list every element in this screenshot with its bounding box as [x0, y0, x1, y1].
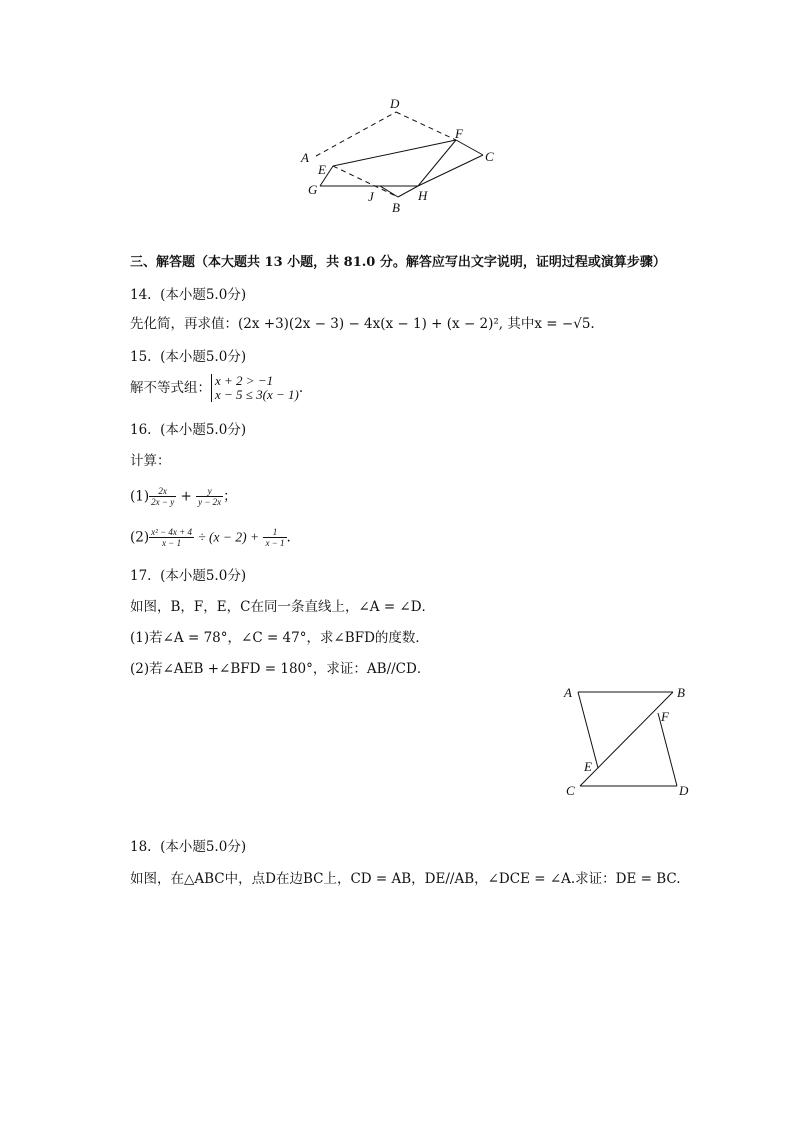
q17-header — [130, 567, 246, 585]
label-b: B — [677, 685, 685, 700]
operator-plus: + — [180, 488, 192, 505]
fraction-denominator: 2x − y — [151, 497, 175, 507]
q15-number: 15. — [130, 349, 152, 365]
fraction — [149, 527, 194, 548]
q16-p2-mid: ÷ (x − 2) + — [198, 529, 260, 545]
q17-number: 17. — [130, 568, 152, 584]
q15-suffix: . — [298, 380, 304, 396]
q15-points: (本小题5.0分) — [160, 349, 247, 365]
q15-prefix: 解不等式组： — [130, 380, 211, 396]
q16-part2 — [130, 524, 291, 551]
fraction — [263, 527, 286, 548]
q18-points: (本小题5.0分) — [160, 839, 247, 855]
label-j: J — [368, 189, 374, 204]
q14-points: (本小题5.0分) — [160, 287, 247, 303]
figure-quadrilateral — [300, 92, 510, 217]
label-f: F — [455, 126, 463, 141]
fraction-numerator: 1 — [263, 527, 286, 538]
q17-part2: (2)若∠AEB +∠BFD = 180°，求证：AB//CD． — [130, 661, 431, 677]
fraction-denominator: x − 1 — [265, 538, 285, 548]
q15-line1: x + 2 > −1 — [215, 373, 274, 388]
q16-p2-end: . — [286, 529, 291, 546]
q16-intro: 计算： — [130, 453, 171, 469]
section-heading: 三、解答题（本大题共 13 小题，共 81.0 分。解答应写出文字说明，证明过程或演算步骤） — [130, 255, 666, 270]
label-e: E — [318, 162, 326, 177]
figure-parallel-lines — [560, 680, 700, 800]
label-a: A — [564, 685, 572, 700]
fraction-numerator: y — [196, 486, 223, 497]
fraction-numerator: x² − 4x + 4 — [151, 527, 192, 537]
q18-header — [130, 838, 246, 856]
segment-bc — [580, 692, 673, 786]
edge-jb — [380, 186, 398, 197]
edge-eb — [333, 166, 398, 197]
q16-p2-label: (2) — [130, 529, 150, 546]
fraction — [149, 486, 176, 507]
q16-p1-label: (1) — [130, 488, 150, 505]
label-h: H — [418, 188, 428, 203]
q17-points: (本小题5.0分) — [160, 568, 247, 584]
fraction-denominator: x − 1 — [162, 538, 182, 548]
edge-ad — [316, 112, 396, 156]
q17-text: 如图，B，F，E，C在同一条直线上，∠A = ∠D． — [130, 599, 436, 615]
label-d: D — [390, 96, 400, 111]
edge-fc — [456, 140, 483, 155]
edge-df — [396, 112, 456, 140]
q18-number: 18. — [130, 839, 152, 855]
label-c: C — [485, 149, 494, 164]
label-c: C — [566, 783, 575, 798]
label-f: F — [661, 709, 669, 724]
q15-system — [130, 374, 303, 402]
label-b: B — [392, 200, 400, 215]
label-a: A — [301, 150, 309, 165]
edge-bh — [398, 186, 418, 197]
q15-header — [130, 348, 246, 366]
segment-ae — [578, 692, 598, 768]
label-g: G — [308, 182, 318, 197]
q17-part1: (1)若∠A = 78°，∠C = 47°，求∠BFD的度数． — [130, 630, 429, 646]
q18-text: 如图，在△ABC中，点D在边BC上，CD = AB，DE//AB，∠DCE = ∠A.求证：DE = BC. — [130, 871, 681, 887]
label-d: D — [679, 783, 689, 798]
edge-ch — [418, 155, 483, 186]
q16-part1 — [130, 484, 237, 509]
q16-p1-end: ； — [223, 488, 237, 505]
q14-number: 14. — [130, 287, 152, 303]
inequality-system — [211, 374, 299, 402]
fraction — [196, 486, 223, 507]
q14-text: 先化简，再求值：(2x +3)(2x − 3) − 4x(x − 1) + (x − 2)², 其中x = −√5. — [130, 316, 595, 332]
label-e: E — [584, 759, 592, 774]
q16-points: (本小题5.0分) — [160, 422, 247, 438]
q16-header — [130, 421, 246, 439]
fraction-numerator: 2x — [149, 486, 176, 497]
q16-number: 16. — [130, 422, 152, 438]
fraction-denominator: y − 2x — [198, 497, 222, 507]
q15-line2: x − 5 ≤ 3(x − 1) — [215, 387, 299, 402]
q14-header — [130, 286, 246, 304]
